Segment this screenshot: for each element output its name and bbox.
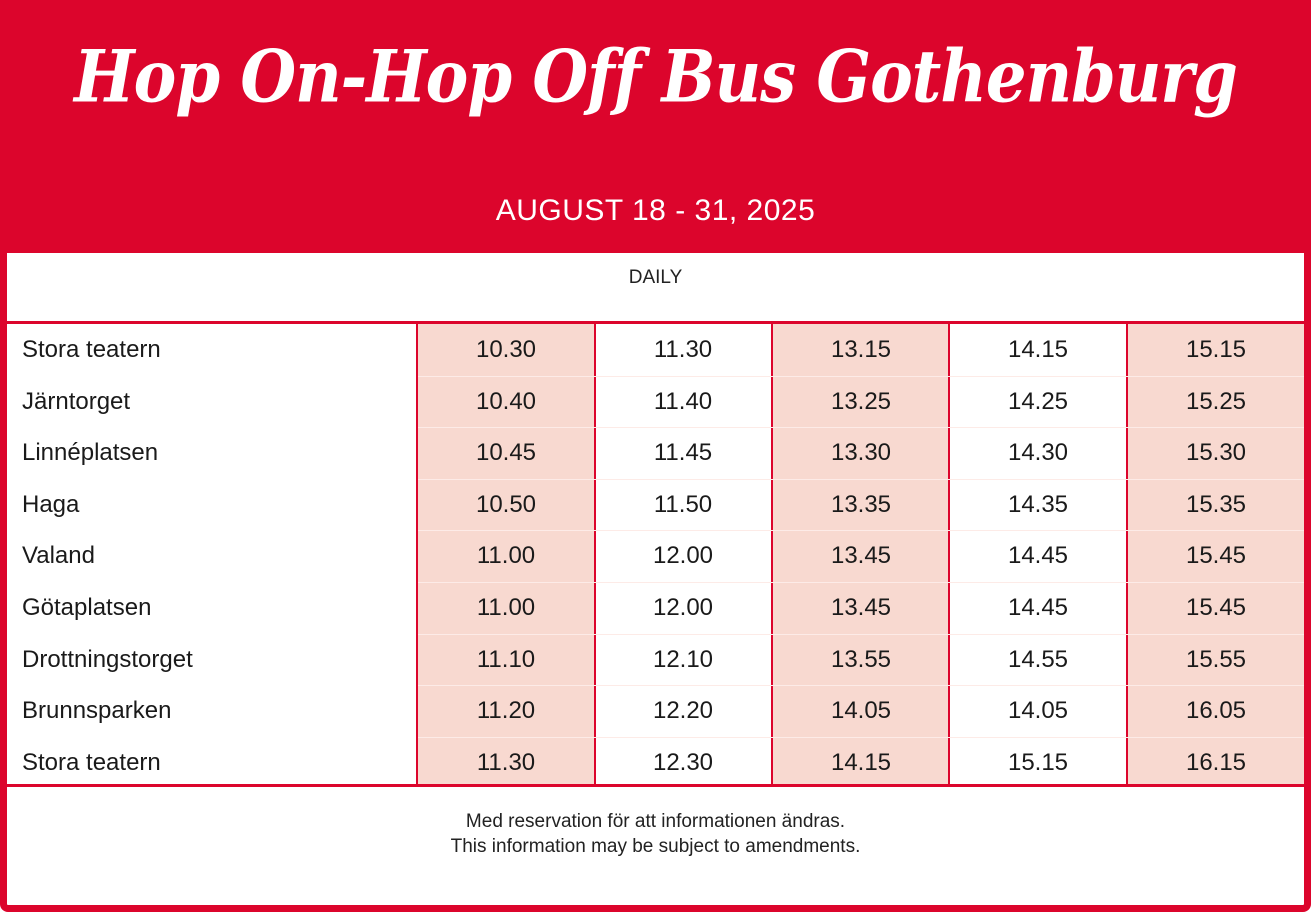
departure-time: 10.30	[475, 336, 537, 363]
departure-time: 15.55	[1185, 645, 1247, 673]
departure-time: 12.20	[652, 697, 714, 725]
departure-time: 11.30	[476, 748, 536, 776]
departure-time: 13.45	[830, 594, 892, 621]
departure-time: 15.25	[1185, 387, 1247, 415]
table-row	[7, 376, 1304, 428]
date-range: AUGUST 18 - 31, 2025	[495, 194, 816, 227]
departure-time: 15.45	[1185, 542, 1247, 570]
stop-name: Drottningstorget	[22, 645, 193, 673]
stop-name: Haga	[22, 490, 80, 518]
table-row	[7, 427, 1304, 479]
departure-time: 12.00	[652, 594, 714, 621]
table-row	[7, 685, 1304, 737]
table-row	[7, 634, 1304, 686]
header-banner	[0, 0, 1311, 253]
table-row	[7, 737, 1304, 789]
departure-time: 13.55	[830, 645, 892, 673]
departure-time: 10.40	[475, 387, 537, 415]
departure-time: 14.15	[830, 748, 892, 776]
departure-time: 11.40	[653, 387, 713, 415]
departure-time: 11.20	[476, 697, 536, 725]
departure-time: 11.50	[653, 490, 713, 518]
disclaimer-swedish: Med reservation för att informationen ändras.	[465, 811, 846, 832]
table-row	[7, 324, 1304, 376]
table-row	[7, 530, 1304, 582]
stop-name: Linnéplatsen	[22, 439, 159, 467]
stop-name: Järntorget	[22, 387, 131, 415]
departure-time: 14.45	[1007, 542, 1069, 570]
departure-time: 11.45	[653, 439, 713, 467]
departure-time: 11.00	[476, 594, 536, 621]
departure-time: 14.05	[1007, 697, 1069, 725]
departure-time: 10.45	[475, 439, 537, 467]
departure-time: 11.00	[476, 542, 536, 570]
schedule-label: DAILY	[628, 267, 683, 288]
departure-time: 13.45	[830, 542, 892, 570]
stop-name: Götaplatsen	[22, 594, 152, 621]
disclaimer	[7, 809, 1304, 859]
departure-time: 14.30	[1007, 439, 1069, 467]
departure-time: 12.30	[652, 748, 714, 776]
departure-time: 13.30	[830, 439, 892, 467]
departure-time: 15.45	[1185, 594, 1247, 621]
departure-time: 13.15	[830, 336, 892, 363]
stop-name: Valand	[22, 542, 95, 570]
departure-time: 14.45	[1007, 594, 1069, 621]
departure-time: 15.30	[1185, 439, 1247, 467]
departure-time: 13.35	[830, 490, 892, 518]
stop-name: Stora teatern	[22, 336, 161, 363]
table-row	[7, 582, 1304, 634]
stop-name: Stora teatern	[22, 748, 161, 776]
departure-time: 10.50	[475, 490, 537, 518]
departure-time: 12.00	[652, 542, 714, 570]
stop-name: Brunnsparken	[22, 697, 172, 725]
departure-time: 13.25	[830, 387, 892, 415]
departure-time: 14.55	[1007, 645, 1069, 673]
departure-time: 11.30	[653, 336, 713, 363]
departure-time: 14.25	[1007, 387, 1069, 415]
departure-time: 14.15	[1007, 336, 1069, 363]
departure-time: 11.10	[476, 645, 536, 673]
departure-time: 14.35	[1007, 490, 1069, 518]
disclaimer-english: This information may be subject to amendments.	[450, 836, 861, 857]
departure-time: 16.15	[1185, 748, 1247, 776]
departure-time: 12.10	[652, 645, 714, 673]
page-title: Hop On-Hop Off Bus Gothenburg	[74, 35, 1237, 120]
departure-time: 15.15	[1007, 748, 1069, 776]
departure-time: 14.05	[830, 697, 892, 725]
departure-time: 16.05	[1185, 697, 1247, 725]
departure-time: 15.35	[1185, 490, 1247, 518]
timetable	[7, 321, 1304, 787]
table-row	[7, 479, 1304, 531]
departure-time: 15.15	[1185, 336, 1247, 363]
